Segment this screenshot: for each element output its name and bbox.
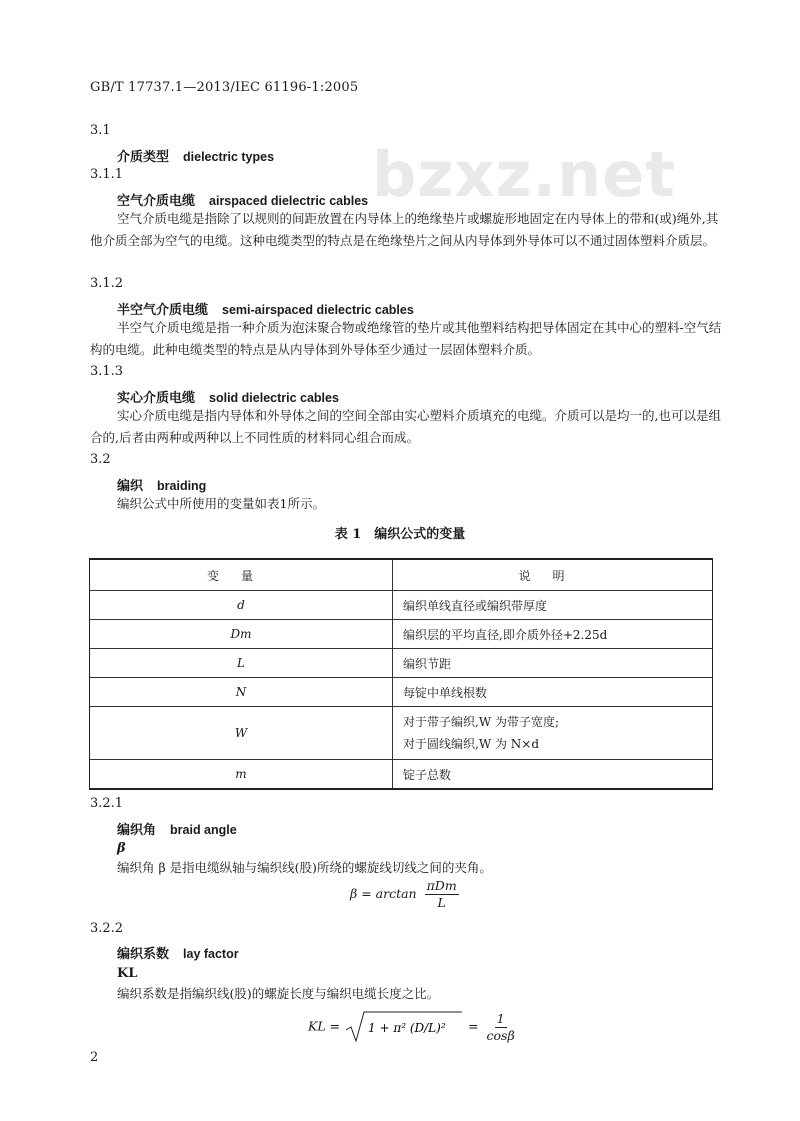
formula-fraction [487,1011,515,1044]
clause-3-1-2-number: 3.1.2 [90,276,124,291]
table-header-row [90,559,713,591]
clause-3-2-1-number: 3.2.1 [90,796,124,811]
column-header-description: 说明 [393,559,713,591]
term-zh: 半空气介质电缆 [117,303,209,318]
standard-header: GB/T 17737.1—2013/IEC 61196-1:2005 [90,80,359,95]
clause-3-2-2-term [117,943,239,962]
formula-fraction [425,878,459,911]
term-zh: 编织角 [117,823,157,838]
term-zh: 实心介质电缆 [117,391,196,406]
description-cell: 编织层的平均直径,即介质外径+2.25d [393,620,713,649]
sqrt-expression-icon [344,1010,464,1044]
term-en: solid dielectric cables [209,391,339,405]
lay-factor-formula: KL = 1 + π² (D/L)² = $\frac{1}{\cos\beta}$ [308,1010,515,1043]
description-cell: 每锭中单线根数 [393,678,713,707]
description-line: 对于带子编织,W 为带子宽度; [403,715,560,729]
braid-angle-formula [350,878,463,911]
column-header-variable: 变量 [90,559,393,591]
formula-numerator: 1 [496,1010,505,1026]
clause-3-1-1-term [117,190,368,209]
description-cell [393,707,713,760]
variable-cell: d [90,591,393,620]
table-row [90,707,713,760]
clause-3-2-2-number: 3.2.2 [90,921,124,936]
clause-3-1-term [117,146,274,165]
clause-3-2-1-symbol: β [117,841,126,856]
clause-3-2-2-symbol: KL [117,966,138,981]
clause-3-1-3-term [117,387,339,406]
description-cell: 编织单线直径或编织带厚度 [393,591,713,620]
clause-3-1-3-body: 实心介质电缆是指内导体和外导体之间的空间全部由实心塑料介质填充的电缆。介质可以是均一的,也可以是组合的,后者由两种或两种以上不同性质的材料同心组合而成。 [90,408,721,445]
svg-text:1 + π² (D/L)²: 1 + π² (D/L)² [368,1021,446,1035]
term-en: lay factor [183,947,239,961]
term-zh: 编织系数 [117,947,170,962]
clause-3-2-1-term [117,819,237,838]
clause-3-2-term [117,475,206,494]
variable-cell: m [90,760,393,790]
formula-lhs: KL = [308,1018,345,1034]
formula-numerator: πDm [426,878,457,893]
table-row [90,678,713,707]
table-row [90,620,713,649]
description-line: 对于圆线编织,W 为 N×d [403,737,540,751]
term-en: braiding [157,479,207,493]
term-zh: 介质类型 [117,150,170,165]
table-row [90,591,713,620]
clause-3-2-number: 3.2 [90,452,111,467]
term-en: braid angle [170,823,237,837]
term-en: airspaced dielectric cables [209,194,369,208]
clause-3-2-1-body: 编织角 β 是指电缆纵轴与编织线(股)所绕的螺旋线切线之间的夹角。 [117,860,492,875]
variable-cell: L [90,649,393,678]
variables-table [89,558,713,790]
watermark: bzxz.net [372,138,676,211]
clause-3-1-1-body: 空气介质电缆是指除了以规则的间距放置在内导体上的绝缘垫片或螺旋形地固定在内导体上的带和(或)绳外,其他介质全部为空气的电缆。这种电缆类型的特点是在绝缘垫片之间从内导体到外导体可以不通过固体塑料介质层。 [90,211,719,248]
variable-cell: N [90,678,393,707]
clause-3-2-2-body: 编织系数是指编织线(股)的螺旋长度与编织电缆长度之比。 [117,986,440,1001]
table-caption: 表 1 编织公式的变量 [334,527,466,542]
formula-lhs: β = arctan [350,886,417,901]
table-row [90,649,713,678]
clause-3-1-1-number: 3.1.1 [90,167,124,182]
clause-3-1-number: 3.1 [90,123,111,138]
page-number: 2 [90,1050,99,1065]
clause-3-2-body: 编织公式中所使用的变量如表1所示。 [117,496,325,511]
clause-3-1-2-term [117,299,414,318]
formula-denominator: L [437,895,446,910]
description-cell: 编织节距 [393,649,713,678]
term-zh: 编织 [117,479,144,494]
table-row [90,760,713,790]
clause-3-1-3-number: 3.1.3 [90,364,124,379]
variable-cell: W [90,707,393,760]
term-zh: 空气介质电缆 [117,194,196,209]
term-en: dielectric types [183,150,275,164]
clause-3-1-2-body: 半空气介质电缆是指一种介质为泡沫聚合物或绝缘管的垫片或其他塑料结构把导体固定在其中心的塑料-空气结构的电缆。此种电缆类型的特点是从内导体到外导体至少通过一层固体塑料介质。 [90,320,722,357]
variable-cell: Dm [90,620,393,649]
description-cell: 锭子总数 [393,760,713,790]
formula-denominator: cosβ [486,1027,515,1043]
term-en: semi-airspaced dielectric cables [222,303,414,317]
